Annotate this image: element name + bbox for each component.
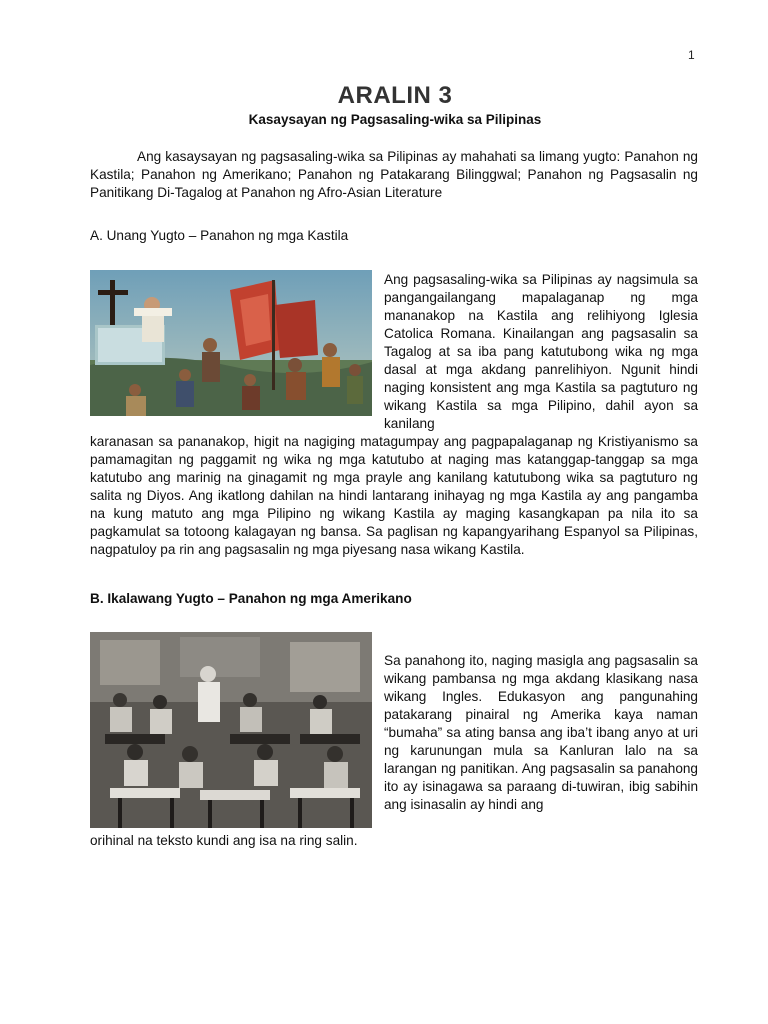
spanish-era-painting-graphic xyxy=(90,270,372,416)
section-b-full-paragraph: orihinal na teksto kundi ang isa na ring salin. xyxy=(90,833,358,848)
intro-paragraph: Ang kasaysayan ng pagsasaling-wika sa Pilipinas ay mahahati sa limang yugto: Panahon ng Kastila; Panahon ng Amerikano; Panahon ng Patakarang Bilinggwal; Panahon ng Pagsasalin ng Panitikang Di-Tagalog at Panahon ng Afro-Asian Literature xyxy=(90,149,698,200)
spanish-era-painting xyxy=(90,270,372,416)
section-a-full-paragraph: karanasan sa pananakop, higit na nagiging matagumpay ang pagpapalaganap ng Kristiyanismo sa pamamagitan ng paggamit ng wika ng mga katutubo at naging mas katanggap-tanggap sa mga katutubo ang marinig na ginagamit ng mga prayle ang kanilang katutubong wika sa pagtuturo ng salita ng Diyos. Ang ikatlong dahilan na hindi lantarang inihayag ng mga Kastila ay ang pangamba na kung matuto ang mga Pilipino ng wikang Kastila ay maging kasangkapan pa nila ito sa pagkamulat sa totoong kalagayan ng bansa. Sa paglisan ng kapangyarihang Espanyol sa Pilipinas, nagpatuloy pa rin ang pagsasalin ng mga piyesang nasa wikang Kastila. xyxy=(90,434,698,557)
american-era-classroom-graphic xyxy=(90,632,372,828)
section-b-side-paragraph: Sa panahong ito, naging masigla ang pagsasalin sa wikang pambansa ng mga akdang klasikang nasa wikang Ingles. Edukasyon ang pangunahing patakarang pinairal ng Amerika kaya naman “bumaha” sa ating bansa ang iba’t ibang anyo at uri ng karunungan mula sa Kanluran lalo na sa larangan ng panitikan. Ang pagsasalin sa panahong ito ay isinagawa sa paraang di-tuwiran, ibig sabihin ang isinasalin ay hindi ang xyxy=(384,653,698,812)
lesson-title: ARALIN 3 xyxy=(337,82,453,109)
section-b-heading: B. Ikalawang Yugto – Panahon ng mga Amerikano xyxy=(90,591,412,606)
lesson-subtitle: Kasaysayan ng Pagsasaling-wika sa Pilipinas xyxy=(248,112,542,127)
section-a-heading: A. Unang Yugto – Panahon ng mga Kastila xyxy=(90,228,349,243)
section-a-side-paragraph: Ang pagsasaling-wika sa Pilipinas ay nagsimula sa pangangailangang mapalaganap ng mga mananakop na Kastila ang relihiyong Iglesia Catolica Romana. Kinailangan ang pagsasalin sa Tagalog at sa iba pang katutubong wika ng mga dasal at mga akdang panrelihiyon. Ngunit hindi naging konsistent ang mga Kastila sa pagtuturo ng wikang Kastila sa mga Pilipino, dahil ayon sa kanilang xyxy=(384,272,698,431)
american-era-classroom-photo xyxy=(90,632,372,828)
page-number: 1 xyxy=(688,48,695,62)
